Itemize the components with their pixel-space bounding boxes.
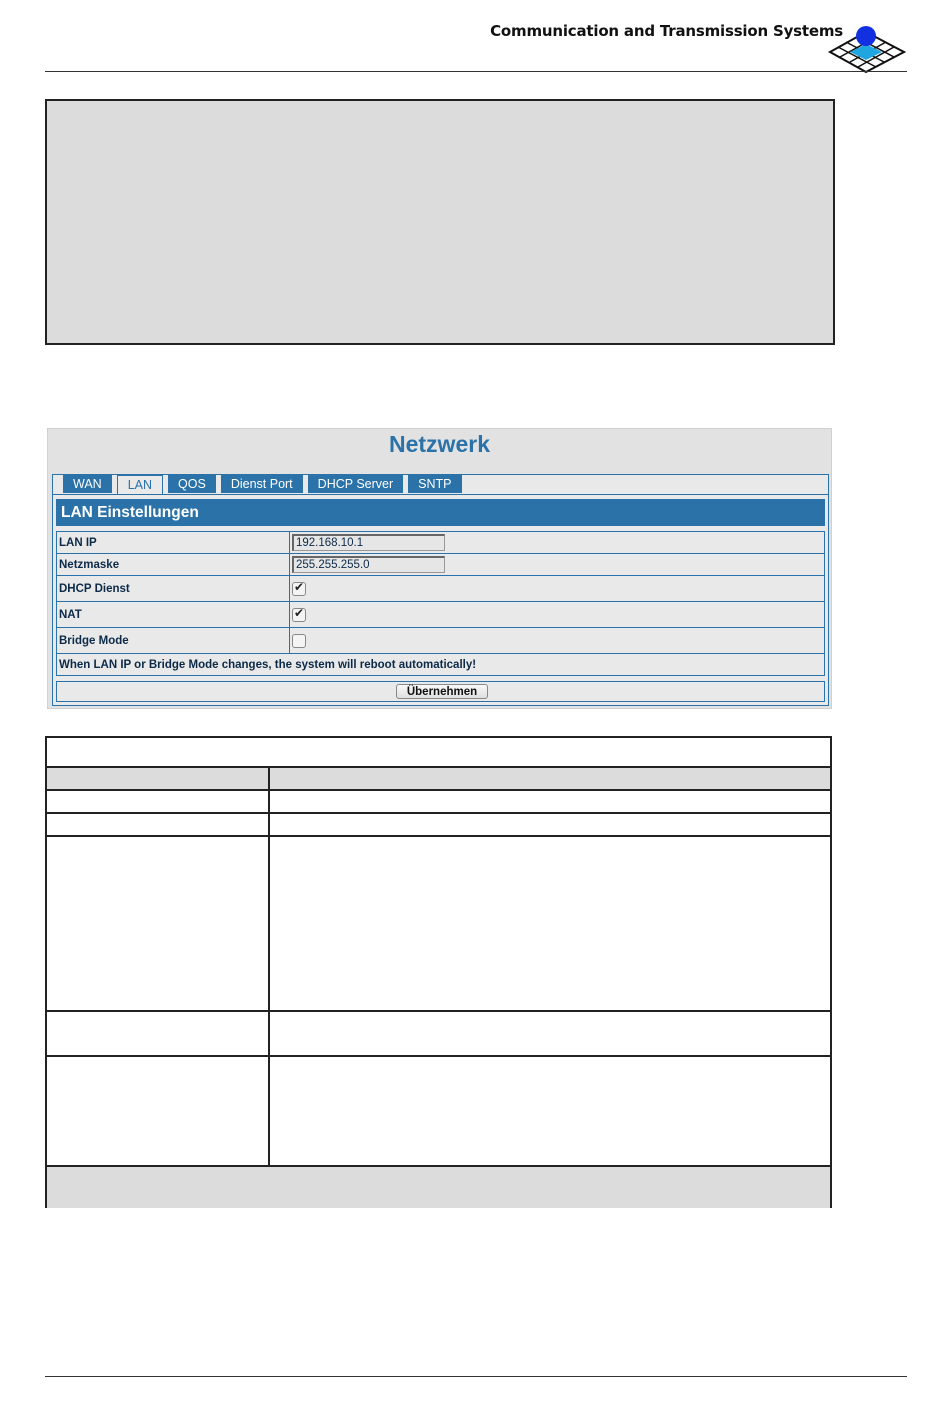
table-divider	[47, 766, 830, 768]
table-row	[57, 554, 825, 576]
dhcp-checkbox[interactable]	[292, 579, 306, 596]
bridge-mode-label: Bridge Mode	[57, 628, 290, 654]
table-row	[57, 576, 825, 602]
company-logo-icon	[826, 22, 906, 74]
lan-panel	[52, 474, 829, 706]
nat-checkbox[interactable]	[292, 605, 306, 622]
table-divider	[47, 1010, 830, 1012]
table-row	[57, 532, 825, 554]
table-divider	[47, 1055, 830, 1057]
page-title: Netzwerk	[389, 431, 490, 457]
tab-qos[interactable]: QOS	[168, 475, 216, 493]
tab-sntp[interactable]: SNTP	[408, 475, 461, 493]
nat-label: NAT	[57, 602, 290, 628]
table-row	[57, 628, 825, 654]
tab-underline	[53, 494, 828, 495]
table-divider	[47, 789, 830, 791]
lan-ip-label: LAN IP	[57, 532, 290, 554]
check-icon: ✔	[294, 605, 305, 620]
table-row	[57, 654, 825, 676]
lan-ip-input[interactable]: 192.168.10.1	[292, 534, 445, 551]
apply-row	[56, 681, 825, 702]
tab-bar	[63, 475, 462, 494]
tab-lan[interactable]: LAN	[117, 475, 163, 494]
tab-dhcp-server[interactable]: DHCP Server	[308, 475, 403, 493]
check-icon: ✔	[294, 579, 305, 594]
document-header-title: Communication and Transmission Systems	[490, 22, 843, 40]
table-column-divider	[268, 766, 270, 1167]
table-divider	[47, 835, 830, 837]
description-table	[45, 736, 832, 1208]
reboot-warning: When LAN IP or Bridge Mode changes, the system will reboot automatically!	[57, 654, 825, 676]
lan-settings-table	[56, 531, 825, 676]
header-divider	[45, 71, 907, 72]
netmask-label: Netzmaske	[57, 554, 290, 576]
dhcp-label: DHCP Dienst	[57, 576, 290, 602]
router-config-screenshot	[47, 428, 832, 709]
tab-wan[interactable]: WAN	[63, 475, 112, 493]
footer-divider	[45, 1376, 907, 1377]
table-divider	[47, 812, 830, 814]
section-title: LAN Einstellungen	[56, 499, 825, 526]
bridge-mode-checkbox[interactable]	[292, 634, 306, 648]
table-footer-row	[47, 1167, 830, 1208]
table-row	[57, 602, 825, 628]
table-header-row	[47, 768, 830, 790]
tab-dienst-port[interactable]: Dienst Port	[221, 475, 303, 493]
info-box	[45, 99, 835, 345]
netmask-input[interactable]: 255.255.255.0	[292, 556, 445, 573]
apply-button[interactable]: Übernehmen	[396, 684, 488, 699]
